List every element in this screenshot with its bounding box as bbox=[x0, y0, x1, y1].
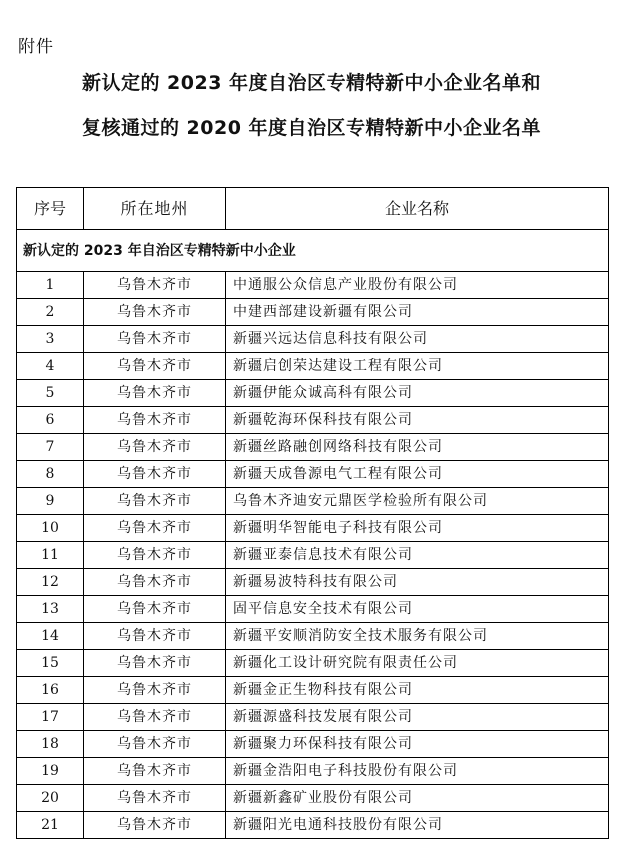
cell-serial-number: 19 bbox=[17, 758, 84, 785]
cell-serial-number: 15 bbox=[17, 650, 84, 677]
cell-serial-number: 10 bbox=[17, 515, 84, 542]
cell-region: 乌鲁木齐市 bbox=[84, 677, 226, 704]
table-row bbox=[17, 407, 609, 434]
cell-region: 乌鲁木齐市 bbox=[84, 272, 226, 299]
cell-enterprise-name: 新疆源盛科技发展有限公司 bbox=[226, 704, 609, 731]
cell-region: 乌鲁木齐市 bbox=[84, 461, 226, 488]
cell-serial-number: 4 bbox=[17, 353, 84, 380]
header-enterprise-name: 企业名称 bbox=[226, 188, 609, 230]
cell-serial-number: 8 bbox=[17, 461, 84, 488]
cell-serial-number: 20 bbox=[17, 785, 84, 812]
table-row bbox=[17, 272, 609, 299]
table-row bbox=[17, 515, 609, 542]
table-row bbox=[17, 650, 609, 677]
cell-region: 乌鲁木齐市 bbox=[84, 407, 226, 434]
table-row bbox=[17, 380, 609, 407]
document-title-line-1: 新认定的 2023 年度自治区专精特新中小企业名单和 bbox=[81, 72, 542, 94]
cell-serial-number: 12 bbox=[17, 569, 84, 596]
cell-serial-number: 6 bbox=[17, 407, 84, 434]
cell-serial-number: 17 bbox=[17, 704, 84, 731]
cell-serial-number: 7 bbox=[17, 434, 84, 461]
cell-serial-number: 13 bbox=[17, 596, 84, 623]
cell-region: 乌鲁木齐市 bbox=[84, 434, 226, 461]
cell-region: 乌鲁木齐市 bbox=[84, 758, 226, 785]
header-region: 所在地州 bbox=[84, 188, 226, 230]
enterprise-table bbox=[16, 187, 609, 839]
attachment-label: 附件 bbox=[18, 37, 54, 57]
table-row bbox=[17, 299, 609, 326]
header-serial-number: 序号 bbox=[17, 188, 84, 230]
cell-enterprise-name: 新疆亚泰信息技术有限公司 bbox=[226, 542, 609, 569]
cell-enterprise-name: 新疆伊能众诚高科有限公司 bbox=[226, 380, 609, 407]
section-title: 新认定的 2023 年自治区专精特新中小企业 bbox=[17, 230, 609, 272]
cell-enterprise-name: 新疆兴远达信息科技有限公司 bbox=[226, 326, 609, 353]
section-row bbox=[17, 230, 609, 272]
cell-serial-number: 14 bbox=[17, 623, 84, 650]
cell-serial-number: 5 bbox=[17, 380, 84, 407]
table-row bbox=[17, 569, 609, 596]
cell-enterprise-name: 新疆新鑫矿业股份有限公司 bbox=[226, 785, 609, 812]
table-body bbox=[17, 230, 609, 839]
cell-region: 乌鲁木齐市 bbox=[84, 542, 226, 569]
table-row bbox=[17, 353, 609, 380]
cell-enterprise-name: 新疆天成鲁源电气工程有限公司 bbox=[226, 461, 609, 488]
cell-serial-number: 21 bbox=[17, 812, 84, 839]
table-row bbox=[17, 326, 609, 353]
cell-serial-number: 3 bbox=[17, 326, 84, 353]
table-row bbox=[17, 677, 609, 704]
cell-region: 乌鲁木齐市 bbox=[84, 785, 226, 812]
cell-region: 乌鲁木齐市 bbox=[84, 623, 226, 650]
cell-region: 乌鲁木齐市 bbox=[84, 326, 226, 353]
cell-enterprise-name: 新疆平安顺消防安全技术服务有限公司 bbox=[226, 623, 609, 650]
cell-region: 乌鲁木齐市 bbox=[84, 488, 226, 515]
cell-serial-number: 11 bbox=[17, 542, 84, 569]
table-row bbox=[17, 623, 609, 650]
cell-region: 乌鲁木齐市 bbox=[84, 650, 226, 677]
table-row bbox=[17, 596, 609, 623]
cell-serial-number: 2 bbox=[17, 299, 84, 326]
cell-enterprise-name: 新疆明华智能电子科技有限公司 bbox=[226, 515, 609, 542]
cell-enterprise-name: 新疆乾海环保科技有限公司 bbox=[226, 407, 609, 434]
cell-enterprise-name: 新疆易波特科技有限公司 bbox=[226, 569, 609, 596]
cell-region: 乌鲁木齐市 bbox=[84, 704, 226, 731]
cell-enterprise-name: 新疆启创荣达建设工程有限公司 bbox=[226, 353, 609, 380]
table-row bbox=[17, 488, 609, 515]
cell-region: 乌鲁木齐市 bbox=[84, 731, 226, 758]
cell-enterprise-name: 新疆金正生物科技有限公司 bbox=[226, 677, 609, 704]
cell-serial-number: 1 bbox=[17, 272, 84, 299]
cell-serial-number: 9 bbox=[17, 488, 84, 515]
table-row bbox=[17, 812, 609, 839]
cell-region: 乌鲁木齐市 bbox=[84, 299, 226, 326]
cell-region: 乌鲁木齐市 bbox=[84, 515, 226, 542]
cell-serial-number: 18 bbox=[17, 731, 84, 758]
cell-enterprise-name: 中建西部建设新疆有限公司 bbox=[226, 299, 609, 326]
cell-region: 乌鲁木齐市 bbox=[84, 596, 226, 623]
table-row bbox=[17, 785, 609, 812]
cell-enterprise-name: 固平信息安全技术有限公司 bbox=[226, 596, 609, 623]
cell-enterprise-name: 乌鲁木齐迪安元鼎医学检验所有限公司 bbox=[226, 488, 609, 515]
document-title-line-2: 复核通过的 2020 年度自治区专精特新中小企业名单 bbox=[81, 117, 542, 139]
cell-enterprise-name: 新疆丝路融创网络科技有限公司 bbox=[226, 434, 609, 461]
cell-enterprise-name: 新疆金浩阳电子科技股份有限公司 bbox=[226, 758, 609, 785]
cell-enterprise-name: 新疆阳光电通科技股份有限公司 bbox=[226, 812, 609, 839]
table-row bbox=[17, 434, 609, 461]
table-header-row bbox=[17, 188, 609, 230]
cell-region: 乌鲁木齐市 bbox=[84, 569, 226, 596]
table-row bbox=[17, 758, 609, 785]
cell-serial-number: 16 bbox=[17, 677, 84, 704]
table-row bbox=[17, 731, 609, 758]
cell-enterprise-name: 新疆化工设计研究院有限责任公司 bbox=[226, 650, 609, 677]
cell-enterprise-name: 新疆聚力环保科技有限公司 bbox=[226, 731, 609, 758]
cell-enterprise-name: 中通服公众信息产业股份有限公司 bbox=[226, 272, 609, 299]
table-row bbox=[17, 542, 609, 569]
table-row bbox=[17, 461, 609, 488]
cell-region: 乌鲁木齐市 bbox=[84, 353, 226, 380]
table-row bbox=[17, 704, 609, 731]
cell-region: 乌鲁木齐市 bbox=[84, 812, 226, 839]
cell-region: 乌鲁木齐市 bbox=[84, 380, 226, 407]
